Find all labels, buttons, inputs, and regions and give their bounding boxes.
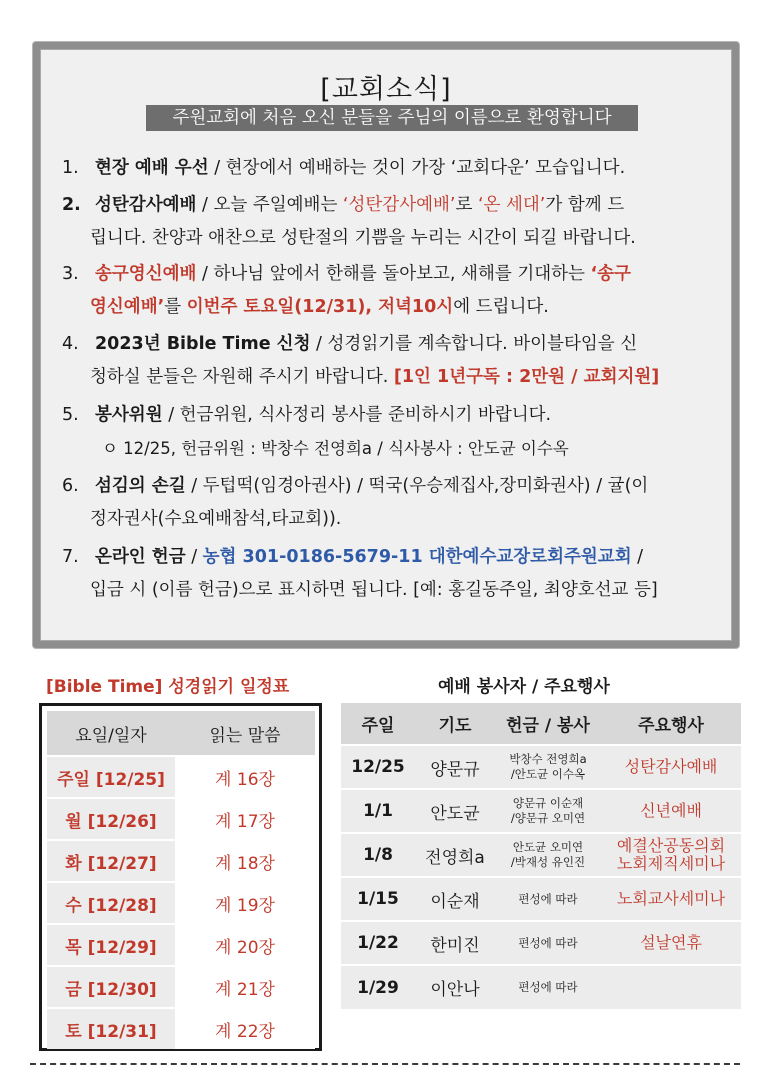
header-prayer: 기도 xyxy=(415,703,495,745)
service-title: 예배 봉사자 / 주요행사 xyxy=(438,677,610,697)
news-item-4: 4. 2023년 Bible Time 신청 / 성경읽기를 계속합니다. 바이블타임을 신 청하실 분들은 자원해 주시기 바랍니다. [1인 1년구독 : 2만원 / 교회지원] xyxy=(62,334,660,387)
table-row: 수 [12/28] 계 19장 xyxy=(47,881,315,923)
table-row: 월 [12/26] 계 17장 xyxy=(47,797,315,839)
table-header-row xyxy=(47,711,315,755)
news-item-3: 3. 송구영신예배 / 하나님 앞에서 한해를 돌아보고, 새해를 기대하는 ‘송구 영신예배’를 이번주 토요일(12/31), 저녁10시에 드립니다. xyxy=(62,264,631,317)
news-item-heading: 섬김의 손길 xyxy=(95,476,186,496)
table-row: 12/25 양문규 박창수 전영희a /안도균 이수옥 성탄감사예배 xyxy=(341,745,741,789)
table-row: 토 [12/31] 계 22장 xyxy=(47,1007,315,1049)
table-row: 1/8 전영희a 안도균 오미연 /박재성 유인진 예결산공동의회 노회제직세미나 xyxy=(341,833,741,877)
header-sunday: 주일 xyxy=(341,703,415,745)
news-item-heading: 2023년 Bible Time 신청 xyxy=(95,334,311,354)
bible-time-box xyxy=(39,703,322,1051)
table-row: 화 [12/27] 계 18장 xyxy=(47,839,315,881)
header-day: 요일/일자 xyxy=(47,711,175,755)
news-item-2: 2. 성탄감사예배 / 오늘 주일예배는 ‘성탄감사예배’로 ‘온 세대’가 함께 드 립니다. 찬양과 애찬으로 성탄절의 기쁨을 누리는 시간이 되길 바랍니다. xyxy=(62,195,636,248)
table-row: 목 [12/29] 계 20장 xyxy=(47,923,315,965)
news-item-heading: 온라인 헌금 xyxy=(95,547,186,567)
news-item-heading: 현장 예배 우선 xyxy=(95,158,209,178)
table-row: 금 [12/30] 계 21장 xyxy=(47,965,315,1007)
table-row: 1/15 이순재 편성에 따라 노회교사세미나 xyxy=(341,877,741,921)
header-event: 주요행사 xyxy=(601,703,741,745)
bible-time-table xyxy=(47,711,315,1049)
table-row: 1/29 이안나 편성에 따라 xyxy=(341,965,741,1009)
bottom-divider xyxy=(30,1063,740,1065)
header-reading: 읽는 말씀 xyxy=(175,711,315,755)
table-header-row xyxy=(341,703,741,745)
news-title: [교회소식] xyxy=(320,74,452,105)
church-news-box xyxy=(33,42,739,648)
news-item-heading: 송구영신예배 xyxy=(95,264,197,284)
welcome-banner: 주원교회에 처음 오신 분들을 주님의 이름으로 환영합니다 xyxy=(146,105,638,131)
news-item-7: 7. 온라인 헌금 / 농협 301-0186-5679-11 대한예수교장로회주원교회 / 입금 시 (이름 헌금)으로 표시하면 됩니다. [예: 홍길동주일, 최양호선교 등] xyxy=(62,547,658,600)
table-row: 주일 [12/25] 계 16장 xyxy=(47,755,315,797)
table-row: 1/22 한미진 편성에 따라 설날연휴 xyxy=(341,921,741,965)
news-item-5: 5. 봉사위원 / 헌금위원, 식사정리 봉사를 준비하시기 바랍니다. ㅇ 12/25, 헌금위원 : 박창수 전영희a / 식사봉사 : 안도균 이수옥 xyxy=(62,399,732,465)
serve-detail: ㅇ 12/25, 헌금위원 : 박창수 전영희a / 식사봉사 : 안도균 이수옥 xyxy=(102,439,569,458)
bank-account: 농협 301-0186-5679-11 대한예수교장로회주원교회 xyxy=(202,547,632,567)
service-table xyxy=(341,703,741,1009)
table-row: 1/1 안도균 양문규 이순재 /양문규 오미연 신년예배 xyxy=(341,789,741,833)
news-item-heading: 봉사위원 xyxy=(95,405,163,425)
news-item-heading: 성탄감사예배 xyxy=(95,195,197,215)
news-item-1: 1. 현장 예배 우선 / 현장에서 예배하는 것이 가장 ‘교회다운’ 모습입니다. xyxy=(62,158,626,178)
news-item-6: 6. 섬김의 손길 / 두텁떡(임경아권사) / 떡국(우승제집사,장미화권사) / 귤(이 정자권사(수요예배참석,타교회)). xyxy=(62,476,649,529)
header-offering: 헌금 / 봉사 xyxy=(495,703,601,745)
bible-time-title: [Bible Time] 성경읽기 일정표 xyxy=(46,677,290,697)
